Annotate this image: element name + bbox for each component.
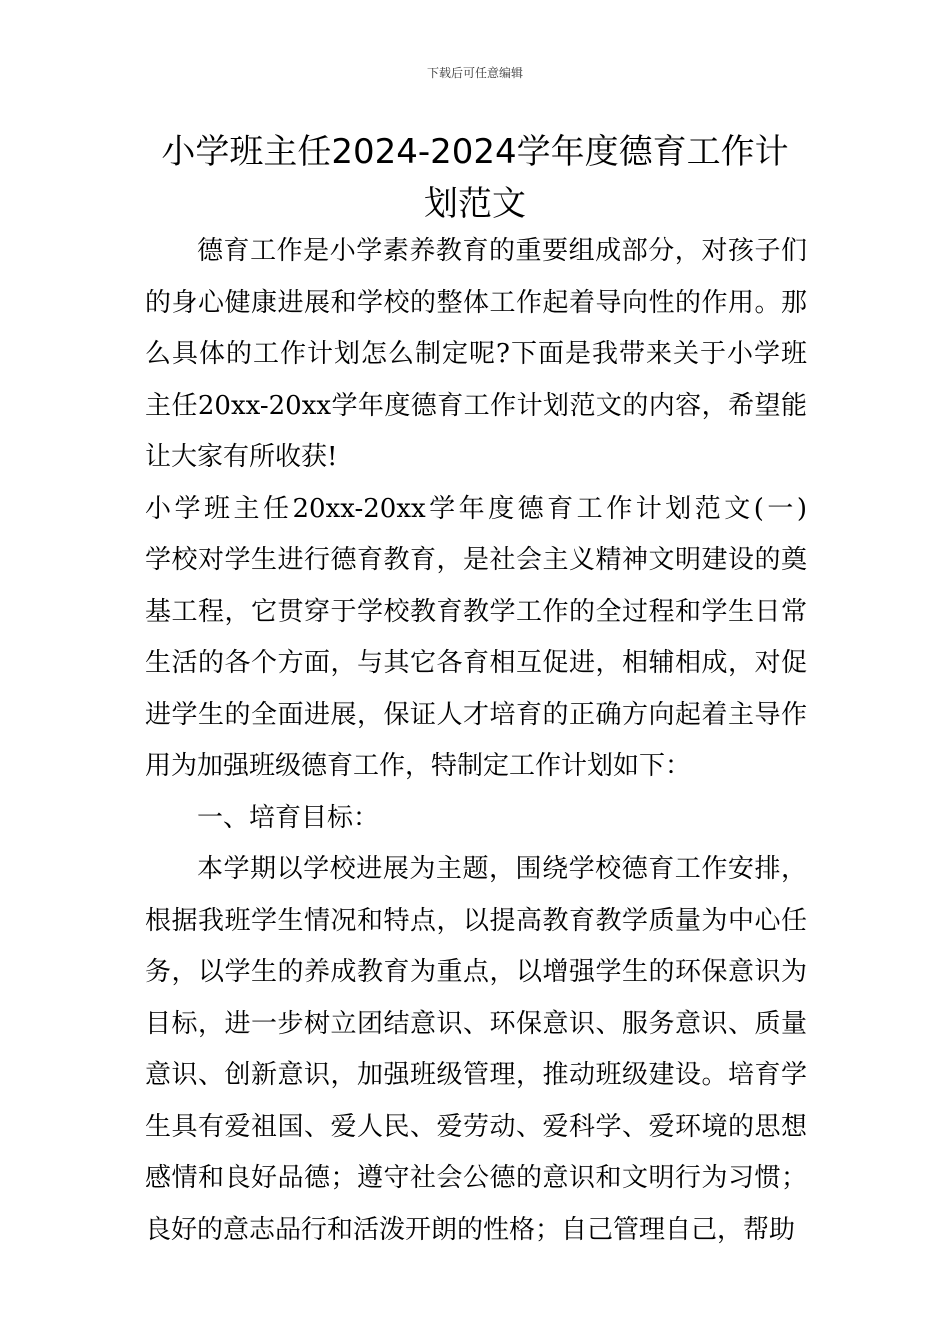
intro-paragraph: 德育工作是小学素养教育的重要组成部分，对孩子们的身心健康进展和学校的整体工作起着导向性的作用。那么具体的工作计划怎么制定呢?下面是我带来关于小学班主任20xx-20xx学年度德育工作计划范文的内容，希望能让大家有所收获!	[145, 236, 807, 472]
document-title-line-1: 小学班主任2024-2024学年度德育工作计	[161, 132, 789, 172]
document-title	[145, 126, 805, 230]
document-body	[145, 226, 860, 1256]
section-heading-goals: 一、培育目标：	[197, 802, 380, 833]
document-title-line-2: 划范文	[424, 184, 526, 224]
section-intro-paragraph: 小学班主任20xx-20xx学年度德育工作计划范文(一) 学校对学生进行德育教育，是社会主义精神文明建设的奠基工程，它贯穿于学校教育教学工作的全过程和学生日常生活的各个方面，与其它各育相互促进，相辅相成，对促进学生的全面进展，保证人才培育的正确方向起着主导作用为加强班级德育工作，特制定工作计划如下：	[145, 493, 860, 781]
goals-paragraph: 本学期以学校进展为主题，围绕学校德育工作安排，根据我班学生情况和特点，以提高教育教学质量为中心任务，以学生的养成教育为重点，以增强学生的环保意识为目标，进一步树立团结意识、环保意识、服务意识、质量意识、创新意识，加强班级管理，推动班级建设。培育学生具有爱祖国、爱人民、爱劳动、爱科学、爱环境的思想感情和良好品德；遵守社会公德的意识和文明行为习惯；良好的意志品行和活泼开朗的性格；自己管理自己，帮助	[145, 854, 807, 1245]
page-header: 下载后可任意编辑	[426, 66, 523, 80]
